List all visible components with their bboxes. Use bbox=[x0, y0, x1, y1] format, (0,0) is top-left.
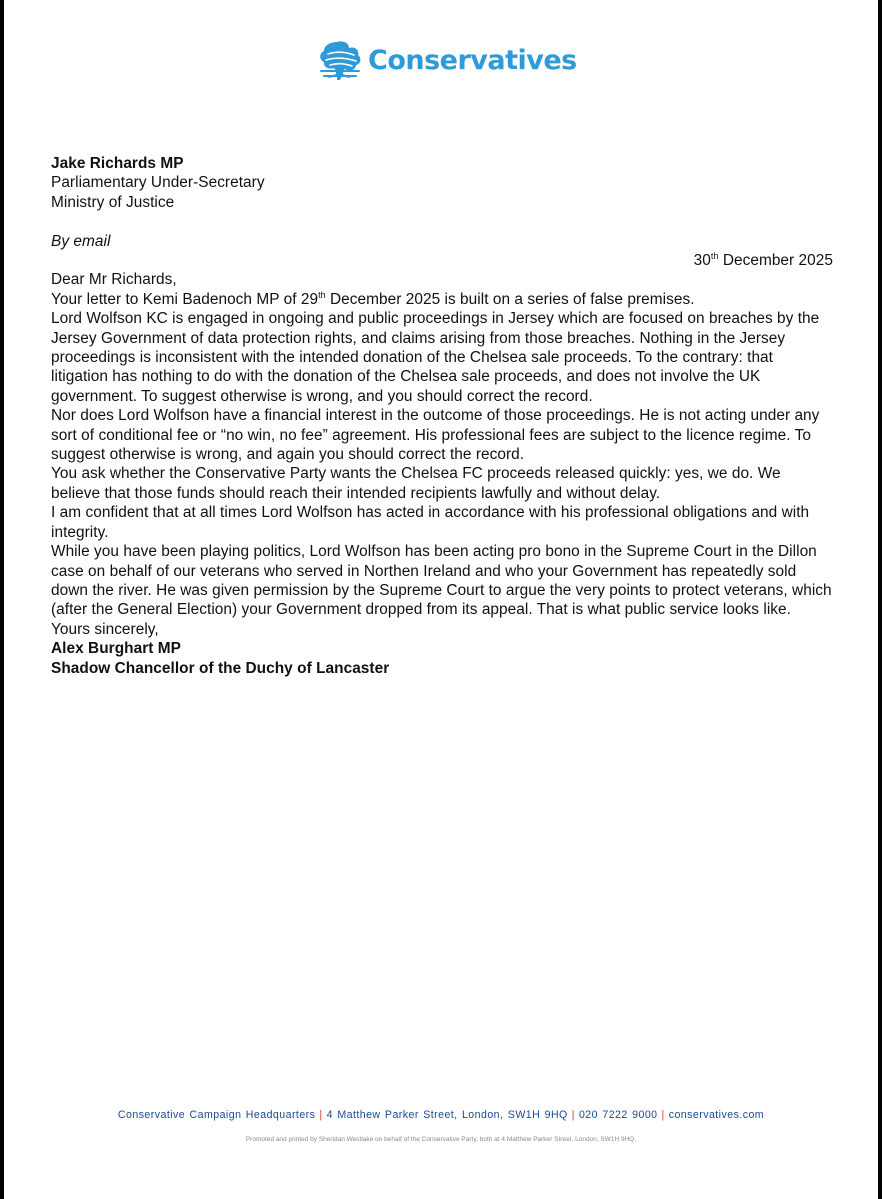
recipient-title: Parliamentary Under-Secretary bbox=[51, 174, 265, 192]
signatory-title: Shadow Chancellor of the Duchy of Lancaster bbox=[51, 659, 390, 677]
letter-page bbox=[4, 0, 878, 1199]
delivery-method: By email bbox=[51, 232, 111, 250]
paragraph-2: Lord Wolfson KC is engaged in ongoing and public proceedings in Jersey which are focused on breaches by the Jersey Government of data protection rights, and claims arising from those breaches. Nothing in the Jersey proceedings is inconsistent with the intended donation of the Chelsea sale proceeds. To the contrary: that litigation has nothing to do with the donation of the Chelsea sale proceeds, and does not involve the UK government. To suggest otherwise is wrong, and you should correct the record. bbox=[51, 310, 820, 405]
date-rest: December 2025 bbox=[722, 252, 833, 270]
recipient-department: Ministry of Justice bbox=[51, 193, 175, 211]
signatory-name: Alex Burghart MP bbox=[51, 640, 181, 658]
footer-hq: Conservative Campaign Headquarters bbox=[117, 1109, 316, 1121]
brand-wordmark: Conservatives bbox=[368, 44, 577, 76]
paragraph-1-end: December 2025 is built on a series of false premises. bbox=[330, 290, 695, 308]
footer-separator: | bbox=[571, 1109, 575, 1121]
footer-address: 4 Matthew Parker Street, London, SW1H 9HQ bbox=[326, 1109, 568, 1121]
paragraph-1-sup: th bbox=[318, 289, 326, 300]
letter-body bbox=[51, 154, 833, 678]
paragraph-3: Nor does Lord Wolfson have a financial interest in the outcome of those proceedings. He is not acting under any sort of conditional fee or “no win, no fee” agreement. His professional fees are subject to the licence regime. To suggest otherwise is wrong, and again you should correct the record. bbox=[51, 407, 820, 464]
recipient-name: Jake Richards MP bbox=[51, 155, 184, 172]
date-day: 30 bbox=[693, 252, 711, 270]
letter-date bbox=[51, 251, 833, 270]
footer-phone: 020 7222 9000 bbox=[578, 1109, 658, 1121]
paragraph-1 bbox=[51, 290, 833, 309]
paragraph-4: You ask whether the Conservative Party wants the Chelsea FC proceeds released quickly: yes, we do. We believe that those funds should reach their intended recipients lawfully and without delay. bbox=[51, 465, 781, 502]
recipient-address bbox=[51, 154, 833, 212]
footer-separator: | bbox=[319, 1109, 323, 1121]
conservatives-logo bbox=[316, 40, 577, 80]
imprint-line: Promoted and printed by Sheridan Westlake on behalf of the Conservative Party, both at 4 Matthew Parker Street, London, SW1H 9HQ. bbox=[245, 1136, 637, 1143]
paragraph-6: While you have been playing politics, Lord Wolfson has been acting pro bono in the Supreme Court in the Dillon case on behalf of our veterans who served in Northen Ireland and who your Government has repeatedly sold down the river. He was given permission by the Supreme Court to argue the very points to protect veterans, which (after the General Election) your Government dropped from its appeal. That is what public service looks like. bbox=[51, 543, 832, 619]
salutation: Dear Mr Richards, bbox=[51, 271, 177, 289]
footer-separator: | bbox=[661, 1109, 665, 1121]
closing: Yours sincerely, bbox=[51, 620, 159, 638]
paragraph-1-start: Your letter to Kemi Badenoch MP of 29 bbox=[51, 290, 319, 308]
paragraph-5: I am confident that at all times Lord Wolfson has acted in accordance with his professional obligations and with integrity. bbox=[51, 504, 810, 541]
letterhead-footer bbox=[4, 1109, 878, 1121]
date-suffix: th bbox=[710, 251, 719, 262]
oak-tree-icon bbox=[316, 40, 364, 80]
footer-website: conservatives.com bbox=[668, 1109, 765, 1121]
